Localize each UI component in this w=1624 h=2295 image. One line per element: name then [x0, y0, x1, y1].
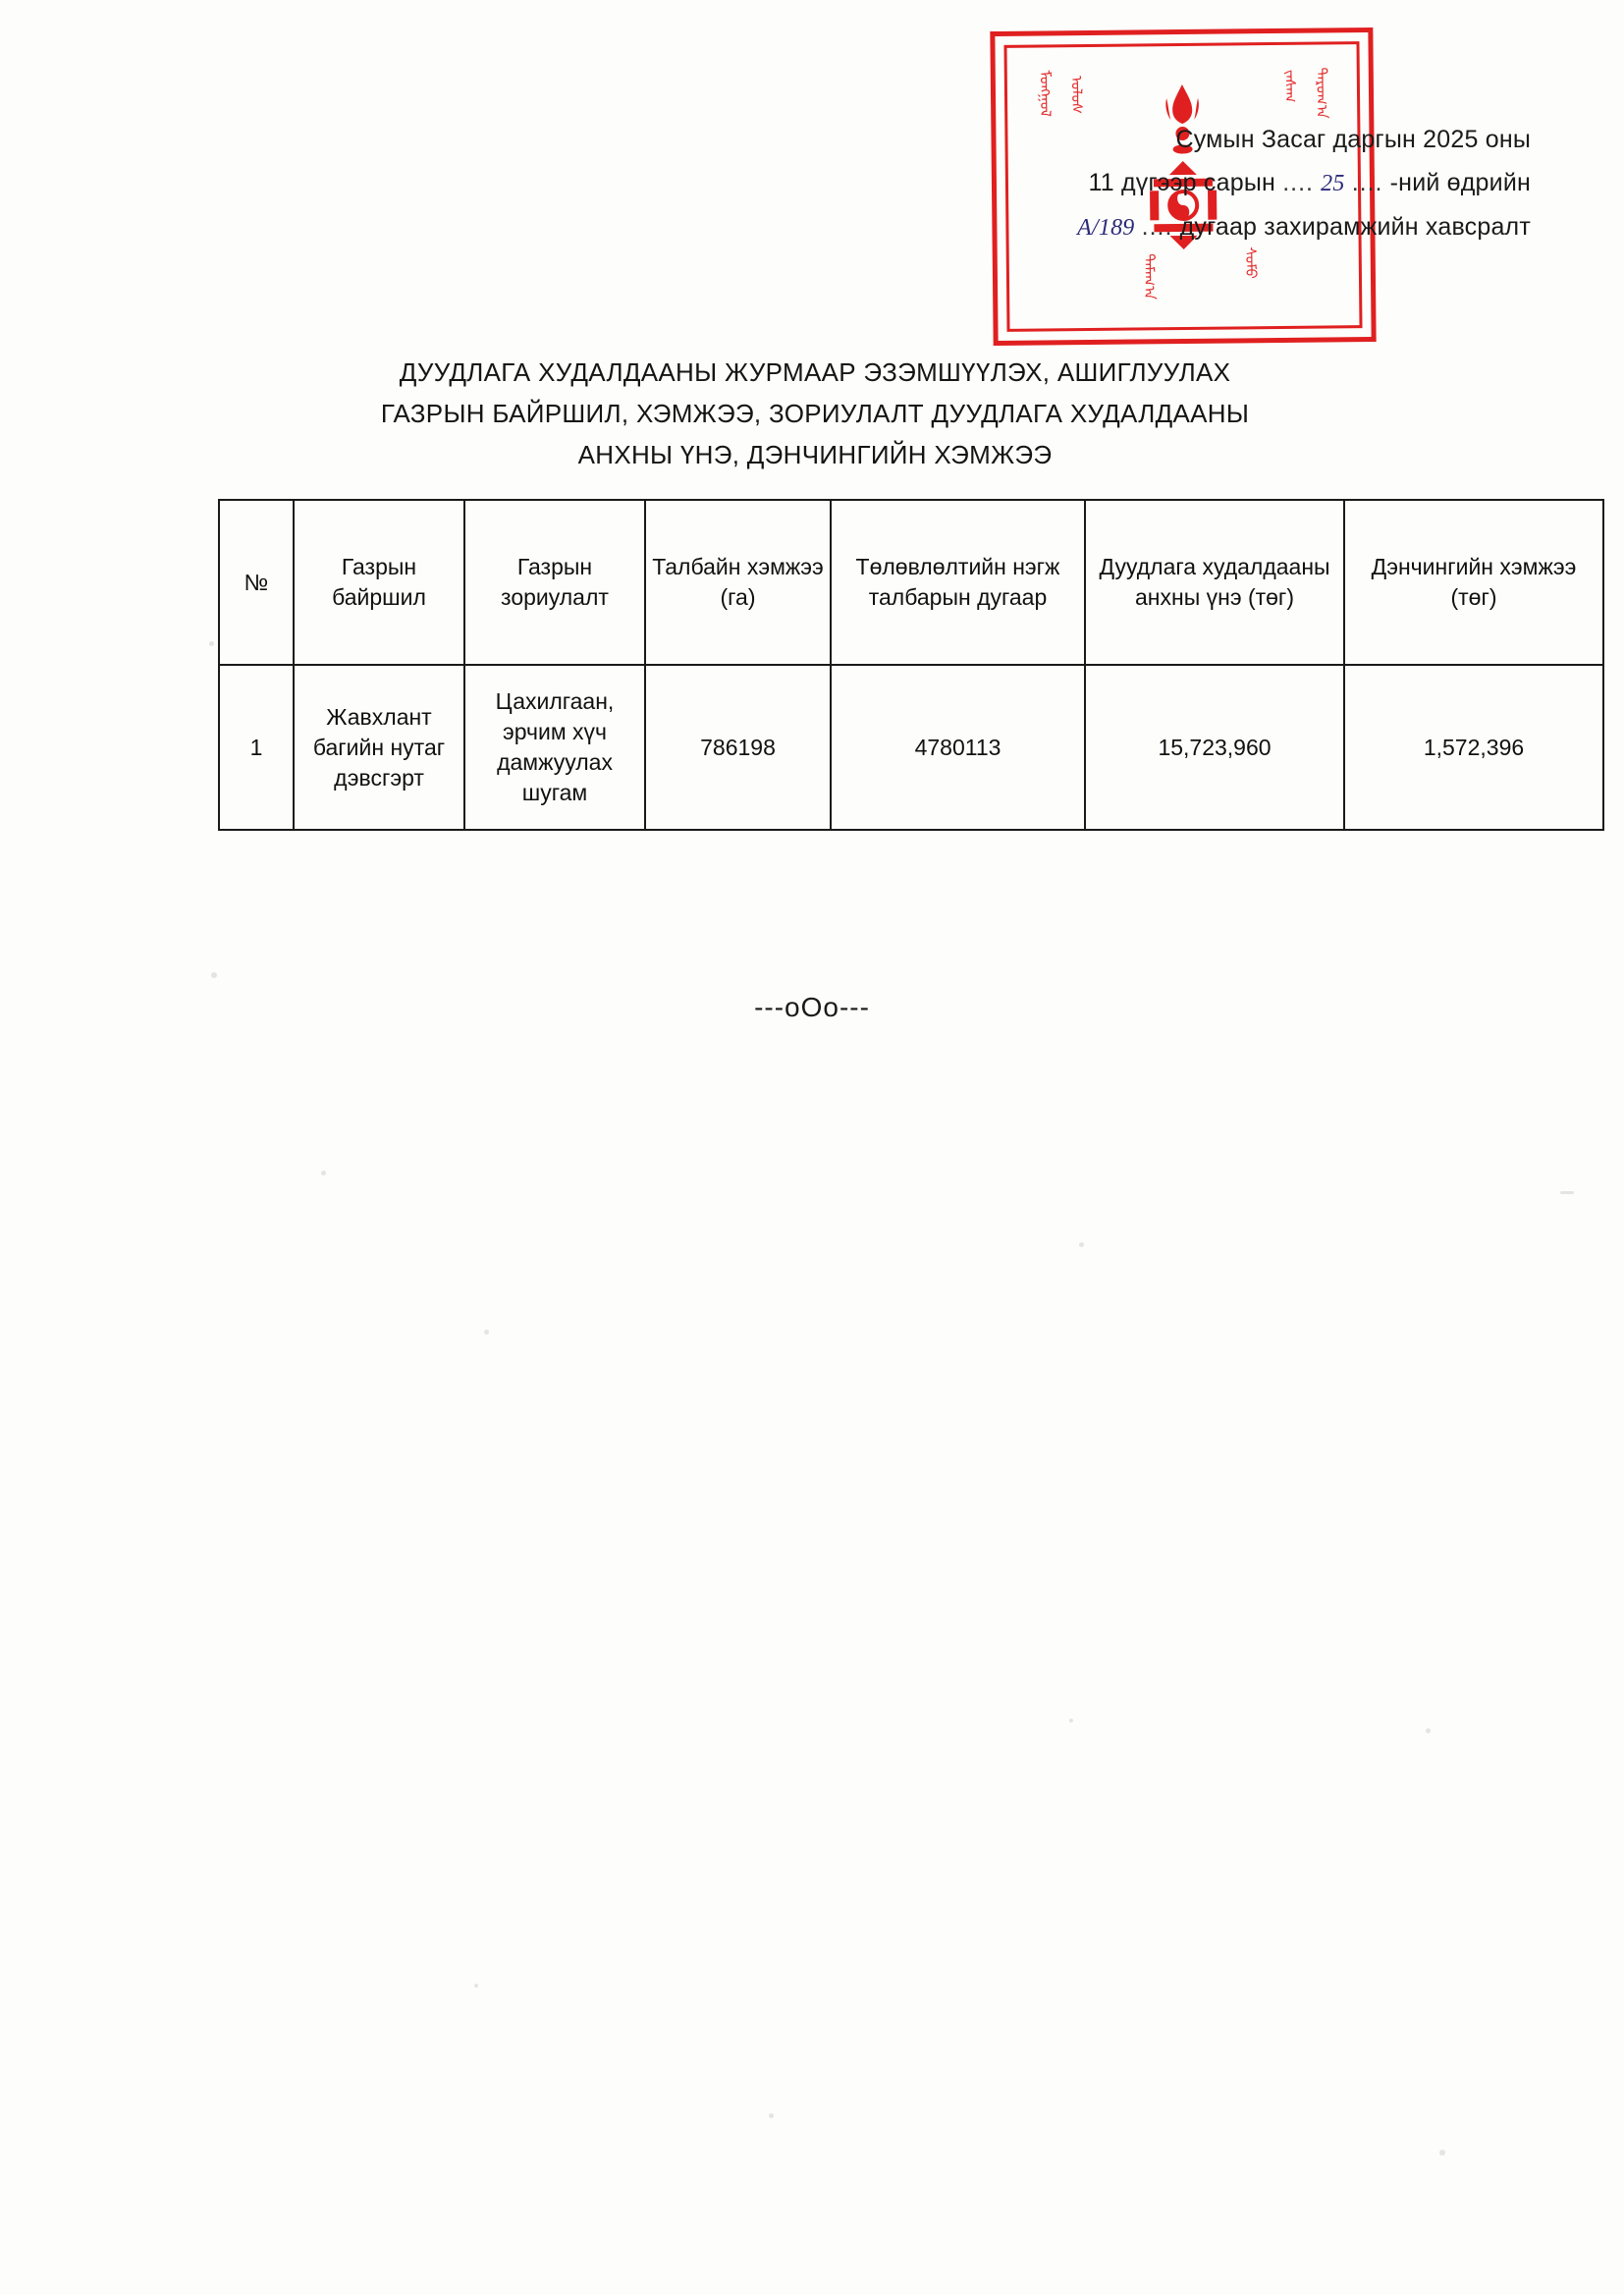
order-reference-line-1: Сумын Засаг даргын 2025 оны [1175, 126, 1531, 153]
stamp-script-column: ᠲᠠᠮᠠᠭ᠎ᠠ [1140, 253, 1157, 301]
cell-location: Жавхлант багийн нутаг дэвсгэрт [294, 665, 464, 830]
scan-speckle [1069, 1719, 1073, 1722]
order-month-text: 11 дүгээр сарын [1088, 169, 1276, 196]
column-header-no: № [219, 500, 294, 665]
document-title-line-1: ДУУДЛАГА ХУДАЛДААНЫ ЖУРМААР ЭЗЭМШҮҮЛЭХ, АШИГЛУУЛАХ [399, 357, 1231, 387]
footer-ornament: ---oOo--- [754, 992, 870, 1022]
order-number-suffix: дугаар захирамжийн хавсралт [1179, 213, 1531, 241]
order-reference-line-3 [843, 205, 1531, 249]
scan-speckle [1079, 1242, 1084, 1247]
scan-speckle [474, 1984, 478, 1988]
cell-purpose: Цахилгаан, эрчим хүч дамжуулах шугам [464, 665, 645, 830]
auction-table [218, 499, 1604, 831]
scan-speckle [769, 2113, 774, 2118]
column-header-area: Талбайн хэмжээ (га) [645, 500, 831, 665]
order-day-dots-2: .... [1351, 169, 1383, 196]
order-day-handwritten: 25 [1321, 171, 1345, 196]
scan-speckle [484, 1330, 489, 1335]
scan-speckle [209, 641, 214, 646]
order-number-handwritten: А/189 [1077, 215, 1135, 241]
order-reference-block [843, 118, 1531, 249]
cell-start-price: 15,723,960 [1085, 665, 1344, 830]
table-row [219, 665, 1603, 830]
document-title-line-3: АНХНЫ ҮНЭ, ДЭНЧИНГИЙН ХЭМЖЭЭ [577, 440, 1053, 469]
cell-area: 786198 [645, 665, 831, 830]
document-title-line-2: ГАЗРЫН БАЙРШИЛ, ХЭМЖЭЭ, ЗОРИУЛАЛТ ДУУДЛАГА ХУДАЛДААНЫ [380, 399, 1250, 428]
column-header-location: Газрын байршил [294, 500, 464, 665]
column-header-unit-number: Төлөвлөлтийн нэгж талбарын дугаар [831, 500, 1085, 665]
cell-no: 1 [219, 665, 294, 830]
document-title [206, 352, 1424, 475]
table-header [219, 500, 1603, 665]
order-day-dots: .... [1282, 169, 1314, 196]
table-body [219, 665, 1603, 830]
scan-speckle [321, 1171, 326, 1175]
stamp-script-column: ᠮᠣᠩᠭᠣᠯ [1036, 70, 1053, 118]
table-header-row [219, 500, 1603, 665]
cell-unit-number: 4780113 [831, 665, 1085, 830]
stamp-script-column: ᠳᠠᠷᠤᠭ᠎ᠠ [1312, 67, 1329, 119]
stamp-script-column: ᠰᠤᠮᠤ [1241, 246, 1258, 279]
order-reference-line-2 [843, 161, 1531, 205]
document-header [0, 67, 1624, 354]
stamp-script-column: ᠤᠯᠤᠰ [1067, 76, 1084, 115]
scan-speckle [1439, 2150, 1445, 2156]
auction-table-wrapper [218, 499, 1577, 831]
order-day-suffix: -ний өдрийн [1389, 169, 1531, 196]
column-header-purpose: Газрын зориулалт [464, 500, 645, 665]
scan-speckle [1560, 1191, 1574, 1194]
order-number-dots: .... [1141, 213, 1173, 241]
column-header-deposit: Дэнчингийн хэмжээ (төг) [1344, 500, 1603, 665]
stamp-script-column: ᠵᠠᠰᠠᠭ [1280, 69, 1298, 103]
scan-speckle [1426, 1728, 1431, 1733]
column-header-start-price: Дуудлага худалдааны анхны үнэ (төг) [1085, 500, 1344, 665]
scan-speckle [211, 972, 217, 978]
cell-deposit: 1,572,396 [1344, 665, 1603, 830]
